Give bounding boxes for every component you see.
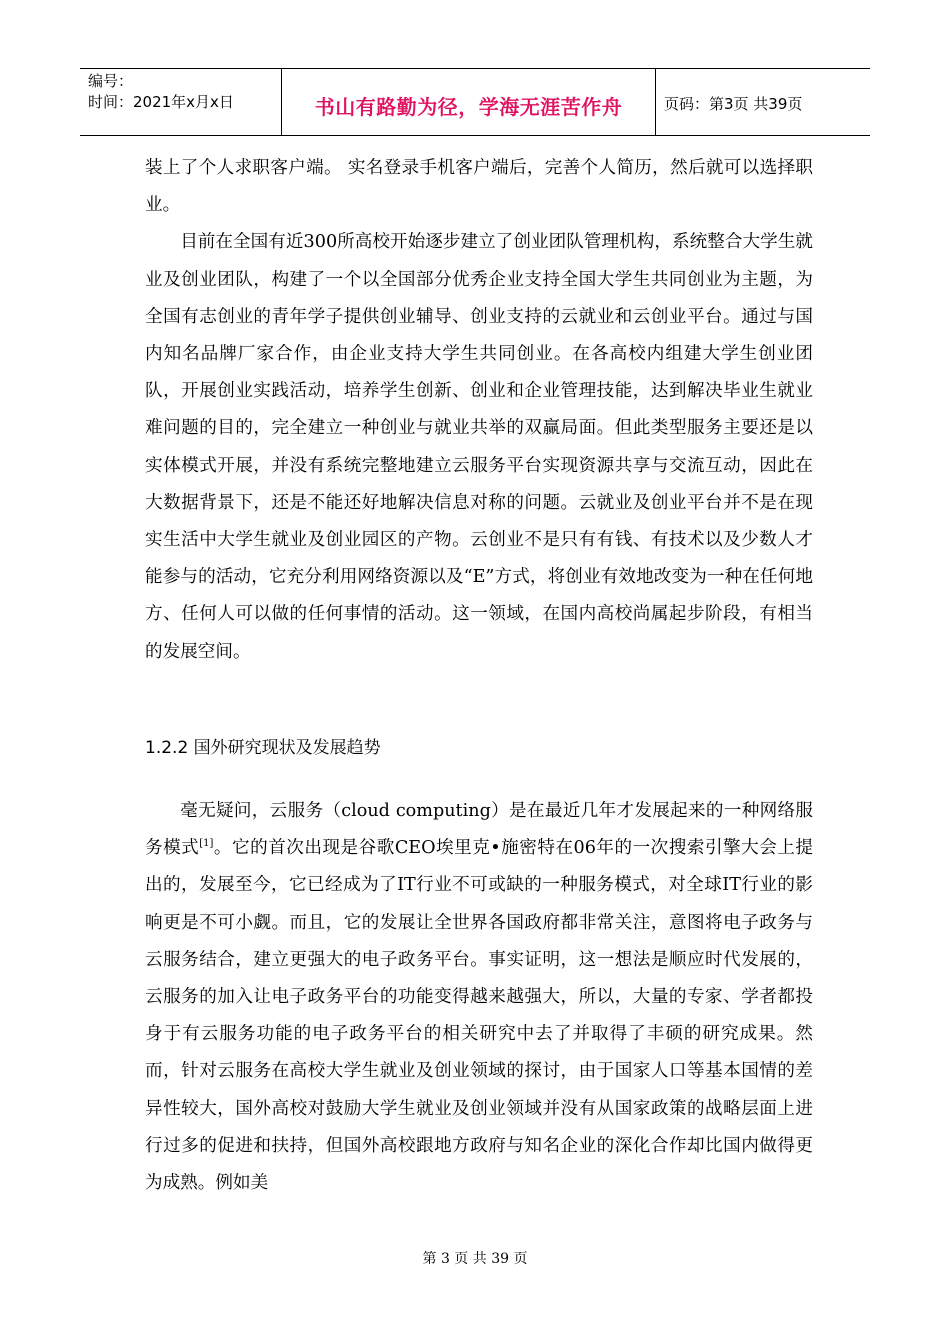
paragraph-foreign-status bbox=[145, 793, 813, 1202]
page-header bbox=[80, 68, 870, 136]
paragraph-text-part-1: 毫无疑问，云服务（cloud computing）是在最近几年才发展起来的一种网络服务模式 bbox=[145, 801, 813, 859]
paragraph-domestic-status: 目前在全国有近300所高校开始逐步建立了创业团队管理机构，系统整合大学生就业及创业团队，构建了一个以全国部分优秀企业支持全国大学生共同创业为主题，为全国有志创业的青年学子提供创业辅导、创业支持的云就业和云创业平台。通过与国内知名品牌厂家合作，由企业支持大学生共同创业。在各高校内组建大学生创业团队，开展创业实践活动，培养学生创新、创业和企业管理技能，达到解决毕业生就业难问题的目的，完全建立一种创业与就业共举的双赢局面。但此类型服务主要还是以实体模式开展，并没有系统完整地建立云服务平台实现资源共享与交流互动，因此在大数据背景下，还是不能还好地解决信息对称的问题。云就业及创业平台并不是在现实生活中大学生就业及创业园区的产物。云创业不是只有有钱、有技术以及少数人才能参与的活动，它充分利用网络资源以及“E”方式，将创业有效地改变为一种在任何地方、任何人可以做的任何事情的活动。这一领域，在国内高校尚属起步阶段，有相当的发展空间。 bbox=[145, 232, 813, 662]
citation-ref: [1] bbox=[199, 838, 214, 850]
header-info-cell bbox=[80, 69, 282, 135]
header-motto: 书山有路勤为径，学海无涯苦作舟 bbox=[314, 94, 623, 119]
document-number-label: 编号： bbox=[88, 72, 134, 90]
section-heading: 1.2.2 国外研究现状及发展趋势 bbox=[145, 738, 381, 758]
header-page-cell bbox=[656, 69, 870, 135]
document-date-label: 时间：2021年x月x日 bbox=[88, 93, 234, 111]
header-motto-cell bbox=[282, 69, 656, 135]
page-footer: 第 3 页 共 39 页 bbox=[422, 1251, 528, 1267]
paragraph-text-part-2: 。它的首次出现是谷歌CEO埃里克•施密特在06年的一次搜索引擎大会上提出的，发展至今，它已经成为了IT行业不可或缺的一种服务模式，对全球IT行业的影响更是不可小觑。而且，它的发展让全世界各国政府都非常关注，意图将电子政务与云服务结合，建立更强大的电子政务平台。事实证明，这一想法是顺应时代发展的，云服务的加入让电子政务平台的功能变得越来越强大，所以，大量的专家、学者都投身于有云服务功能的电子政务平台的相关研究中去了并取得了丰硕的研究成果。然而，针对云服务在高校大学生就业及创业领域的探讨，由于国家人口等基本国情的差异性较大，国外高校对鼓励大学生就业及创业领域并没有从国家政策的战略层面上进行过多的促进和扶持，但国外高校跟地方政府与知名企业的深化合作却比国内做得更为成熟。例如美 bbox=[145, 838, 813, 1194]
paragraph-continued: 装上了个人求职客户端。 实名登录手机客户端后，完善个人简历，然后就可以选择职业。 bbox=[145, 158, 813, 216]
header-page-number: 页码：第3页 共39页 bbox=[664, 94, 803, 113]
body-block-2 bbox=[145, 793, 813, 1202]
body-block-1 bbox=[145, 150, 813, 671]
